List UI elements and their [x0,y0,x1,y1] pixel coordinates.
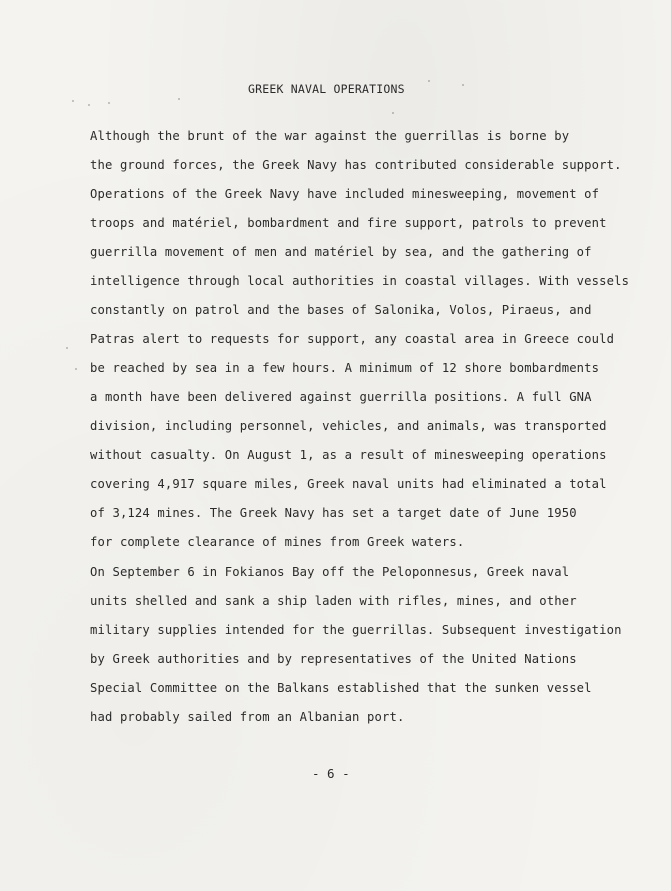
paragraph-1-line: a month have been delivered against guerrilla positions. A full GNA [90,390,592,404]
page-number: - 6 - [312,766,350,781]
paragraph-1-line: constantly on patrol and the bases of Salonika, Volos, Piraeus, and [90,303,592,317]
page-title: GREEK NAVAL OPERATIONS [248,82,405,96]
scan-speck [178,98,180,100]
paragraph-2-line: had probably sailed from an Albanian port. [90,710,405,724]
paragraph-2-line: by Greek authorities and by representatives of the United Nations [90,652,577,666]
scan-speck [428,80,430,82]
scan-speck [88,104,90,106]
scan-speck [66,347,68,349]
paragraph-1-line: troops and matériel, bombardment and fire support, patrols to prevent [90,216,607,230]
paragraph-1-line: division, including personnel, vehicles, and animals, was transported [90,419,607,433]
paragraph-1-line: Although the brunt of the war against the guerrillas is borne by [90,129,570,143]
paragraph-2-line: Special Committee on the Balkans established that the sunken vessel [90,681,592,695]
paragraph-2-line: On September 6 in Fokianos Bay off the Peloponnesus, Greek naval [90,565,570,579]
paragraph-1-line: Patras alert to requests for support, any coastal area in Greece could [90,332,615,346]
paragraph-1-line: intelligence through local authorities in coastal villages. With vessels [90,274,630,288]
paragraph-1-line: of 3,124 mines. The Greek Navy has set a target date of June 1950 [90,506,577,520]
paragraph-1-line: Operations of the Greek Navy have included minesweeping, movement of [90,187,600,201]
scan-speck [462,84,464,86]
scan-speck [392,112,394,114]
paragraph-2-line: military supplies intended for the guerrillas. Subsequent investigation [90,623,622,637]
paragraph-1-line: be reached by sea in a few hours. A minimum of 12 shore bombardments [90,361,600,375]
paragraph-1-line: the ground forces, the Greek Navy has contributed considerable support. [90,158,622,172]
scan-speck [72,100,74,102]
paragraph-1-line: for complete clearance of mines from Greek waters. [90,535,465,549]
scan-speck [108,102,110,104]
scan-speck [75,368,77,370]
paragraph-1-line: without casualty. On August 1, as a result of minesweeping operations [90,448,607,462]
paragraph-1-line: guerrilla movement of men and matériel by sea, and the gathering of [90,245,592,259]
paragraph-1-line: covering 4,917 square miles, Greek naval units had eliminated a total [90,477,607,491]
paragraph-2-line: units shelled and sank a ship laden with rifles, mines, and other [90,594,577,608]
